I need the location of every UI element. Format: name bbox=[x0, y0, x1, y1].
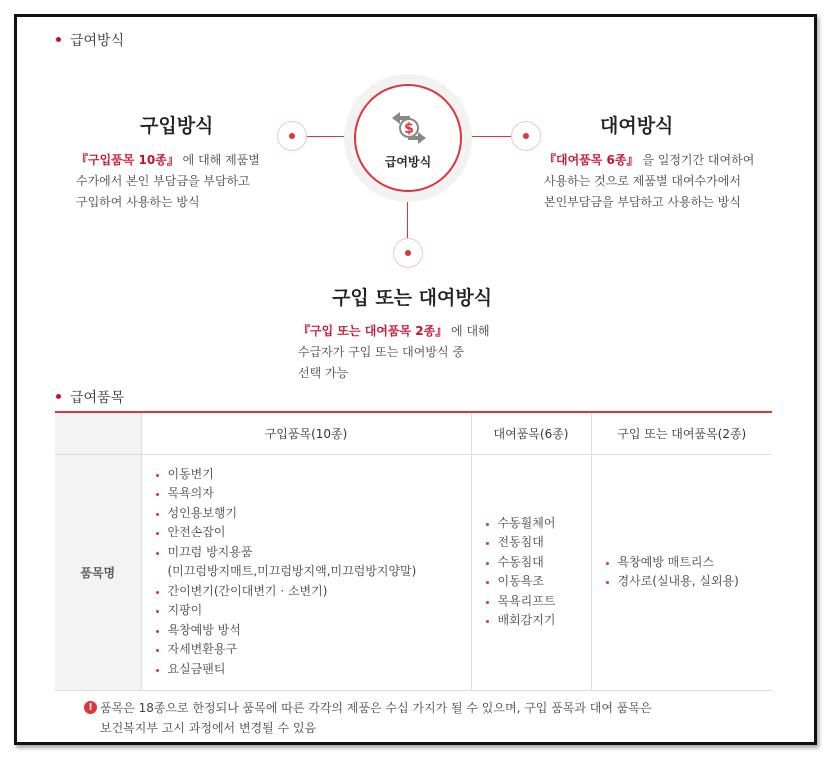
node-bottom bbox=[393, 238, 423, 268]
header-rental: 대여품목(6종) bbox=[471, 412, 591, 454]
center-circle bbox=[344, 74, 472, 202]
purchase-items-cell bbox=[141, 454, 471, 690]
list-item: 배회감지기 bbox=[484, 611, 591, 631]
table-corner-cell bbox=[55, 412, 141, 454]
list-item: 욕창예방 매트리스 bbox=[604, 553, 773, 573]
notice-line-1: 품목은 18종으로 한정되나 품목에 따른 각각의 제품은 수십 가지가 될 수 있으며, 구입 품목과 대여 품목은 bbox=[100, 701, 652, 715]
notice-line-2: 보건복지부 고시 과정에서 변경될 수 있음 bbox=[100, 721, 317, 735]
center-label: 급여방식 bbox=[384, 155, 432, 169]
header-both: 구입 또는 대여품목(2종) bbox=[591, 412, 772, 454]
node-right bbox=[511, 121, 541, 151]
money-exchange-icon bbox=[388, 108, 430, 148]
list-item: 목욕리프트 bbox=[484, 592, 591, 612]
list-item: 경사로(실내용, 실외용) bbox=[604, 572, 773, 592]
list-item: 욕창예방 방석 bbox=[154, 621, 471, 641]
bullet-dot-icon bbox=[56, 394, 61, 399]
node-left bbox=[277, 121, 307, 151]
svg-text:$: $ bbox=[404, 121, 414, 137]
purchase-method-title: 구입방식 bbox=[140, 115, 214, 137]
rental-method-title: 대여방식 bbox=[600, 115, 674, 137]
list-item: 목욕의자 bbox=[154, 484, 471, 504]
list-item: 수동침대 bbox=[484, 553, 591, 573]
alert-icon: ! bbox=[84, 701, 97, 714]
section-title-method: 급여방식 bbox=[70, 30, 124, 50]
rental-item-list bbox=[472, 506, 591, 639]
list-item: 안전손잡이 bbox=[154, 523, 471, 543]
rental-method-desc: 『대여품목 6종』 을 일정기간 대여하여 사용하는 것으로 제품별 대여수가에서 본인부담금을 부담하고 사용하는 방식 bbox=[544, 153, 755, 209]
list-item: 수동휠체어 bbox=[484, 514, 591, 534]
row-head-item-name: 품목명 bbox=[55, 454, 141, 690]
header-purchase: 구입품목(10종) bbox=[141, 412, 471, 454]
purchase-or-rental-title: 구입 또는 대여방식 bbox=[332, 287, 493, 309]
rental-items-cell bbox=[471, 454, 591, 690]
items-table bbox=[55, 411, 772, 691]
list-item-sub: (미끄럼방지매트,미끄럼방지액,미끄럼방지양말) bbox=[167, 564, 417, 579]
list-item: 지팡이 bbox=[154, 601, 471, 621]
section-title-items: 급여품목 bbox=[70, 387, 124, 407]
notice bbox=[84, 698, 734, 738]
list-item: 성인용보행기 bbox=[154, 504, 471, 524]
list-item: 간이변기(간이대변기 · 소변기) bbox=[154, 582, 471, 602]
list-item: 미끄럼 방지용품 bbox=[154, 543, 471, 563]
list-item: 이동욕조 bbox=[484, 572, 591, 592]
purchase-or-rental-desc: 『구입 또는 대여품목 2종』 에 대해 수급자가 구입 또는 대여방식 중 선택 가능 bbox=[298, 324, 490, 380]
both-item-list bbox=[592, 545, 773, 600]
purchase-method-desc: 『구입품목 10종』 에 대해 제품별 수가에서 본인 부담금을 부담하고 구입하여 사용하는 방식 bbox=[76, 153, 260, 209]
both-items-cell bbox=[591, 454, 772, 690]
list-item: 전동침대 bbox=[484, 533, 591, 553]
purchase-item-list bbox=[142, 457, 471, 688]
list-item: 이동변기 bbox=[154, 465, 471, 485]
bullet-dot-icon bbox=[56, 37, 61, 42]
list-item: 요실금팬티 bbox=[154, 660, 471, 680]
list-item: 자세변환용구 bbox=[154, 640, 471, 660]
